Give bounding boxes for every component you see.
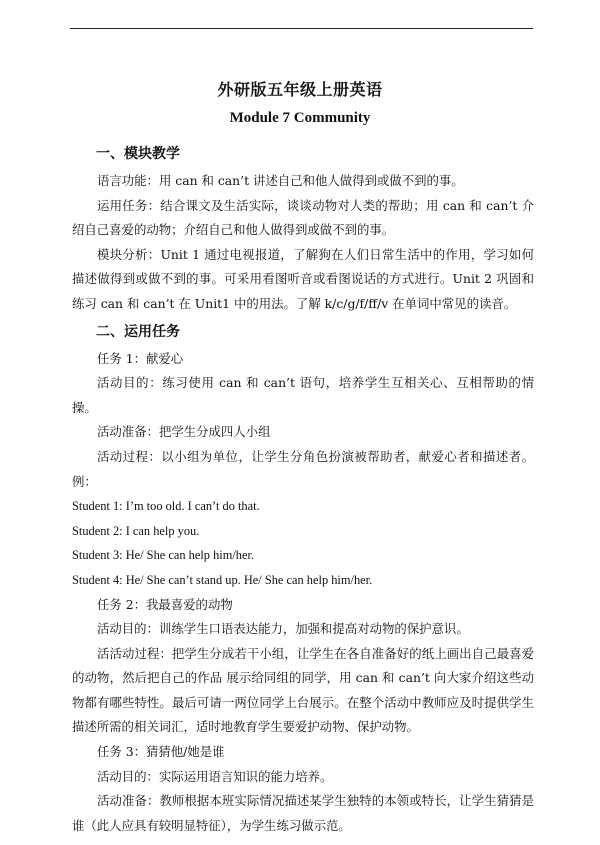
dialogue-line-student-3: Student 3: He/ She can help him/her. (72, 548, 255, 563)
task3-goal: 活动目的：实际运用语言知识的能力培养。 (97, 768, 333, 784)
section-heading-applied-tasks: 二、运用任务 (96, 323, 180, 340)
header-rule (70, 28, 533, 29)
task1-title: 任务 1：献爱心 (97, 350, 184, 366)
task3-prep: 活动准备：教师根据本班实际情况描述某学生独特的本领或特长，让学生猜猜是谁（此人应具有较明显特征），为学生练习做示范。 (72, 793, 534, 833)
task1-process: 活动过程：以小组为单位，让学生分角色扮演被帮助者，献爱心者和描述者。例： (72, 448, 534, 489)
dialogue-line-student-4: Student 4: He/ She can’t stand up. He/ She can help him/her. (72, 572, 373, 587)
dialogue-line-student-1: Student 1: I’m too old. I can’t do that. (72, 499, 260, 514)
paragraph-module-analysis: 模块分析：Unit 1 通过电视报道，了解狗在人们日常生活中的作用，学习如何描述做得到或做不到的事。可采用看图听音或看图说话的方式进行。Unit 2 巩固和练习 can 和 can’t 在 Unit1 中的用法。了解 k/c/g/f/ff/v 在单词中常见的读音。 (72, 246, 534, 311)
section-heading-module-teaching: 一、模块教学 (96, 146, 180, 162)
task1-goal: 活动目的：练习使用 can 和 can’t 语句，培养学生互相关心、互相帮助的情操。 (72, 375, 534, 415)
dialogue-line-student-2: Student 2: I can help you. (72, 523, 200, 538)
document-subtitle: Module 7 Community (229, 110, 371, 126)
task3-title: 任务 3：猜猜他/她是谁 (97, 744, 225, 760)
task2-goal: 活动目的：训练学生口语表达能力，加强和提高对动物的保护意识。 (97, 621, 469, 637)
task2-process: 活活动过程：把学生分成若干小组，让学生在各自准备好的纸上画出自己最喜爱的动物，然后把自己的作品 展示给同组的同学，用 can 和 can’t 向大家介绍这些动物都有哪些特性。最后可请一两位同学上台展示。在整个活动中教师应及时提供学生描述所需的相关词汇，适时地教育学生要爱护动物、保护动物。 (72, 645, 534, 735)
document-title: 外研版五年级上册英语 (217, 80, 383, 99)
document-body (72, 142, 534, 838)
task2-title: 任务 2：我最喜爱的动物 (97, 596, 233, 612)
task1-prep: 活动准备：把学生分成四人小组 (97, 424, 271, 440)
paragraph-applied-task: 运用任务：结合课文及生活实际，谈谈动物对人类的帮助；用 can 和 can’t 介绍自己喜爱的动物；介绍自己和他人做得到或做不到的事。 (72, 197, 534, 238)
paragraph-language-function: 语言功能：用 can 和 can’t 讲述自己和他人做得到或做不到的事。 (97, 173, 464, 188)
